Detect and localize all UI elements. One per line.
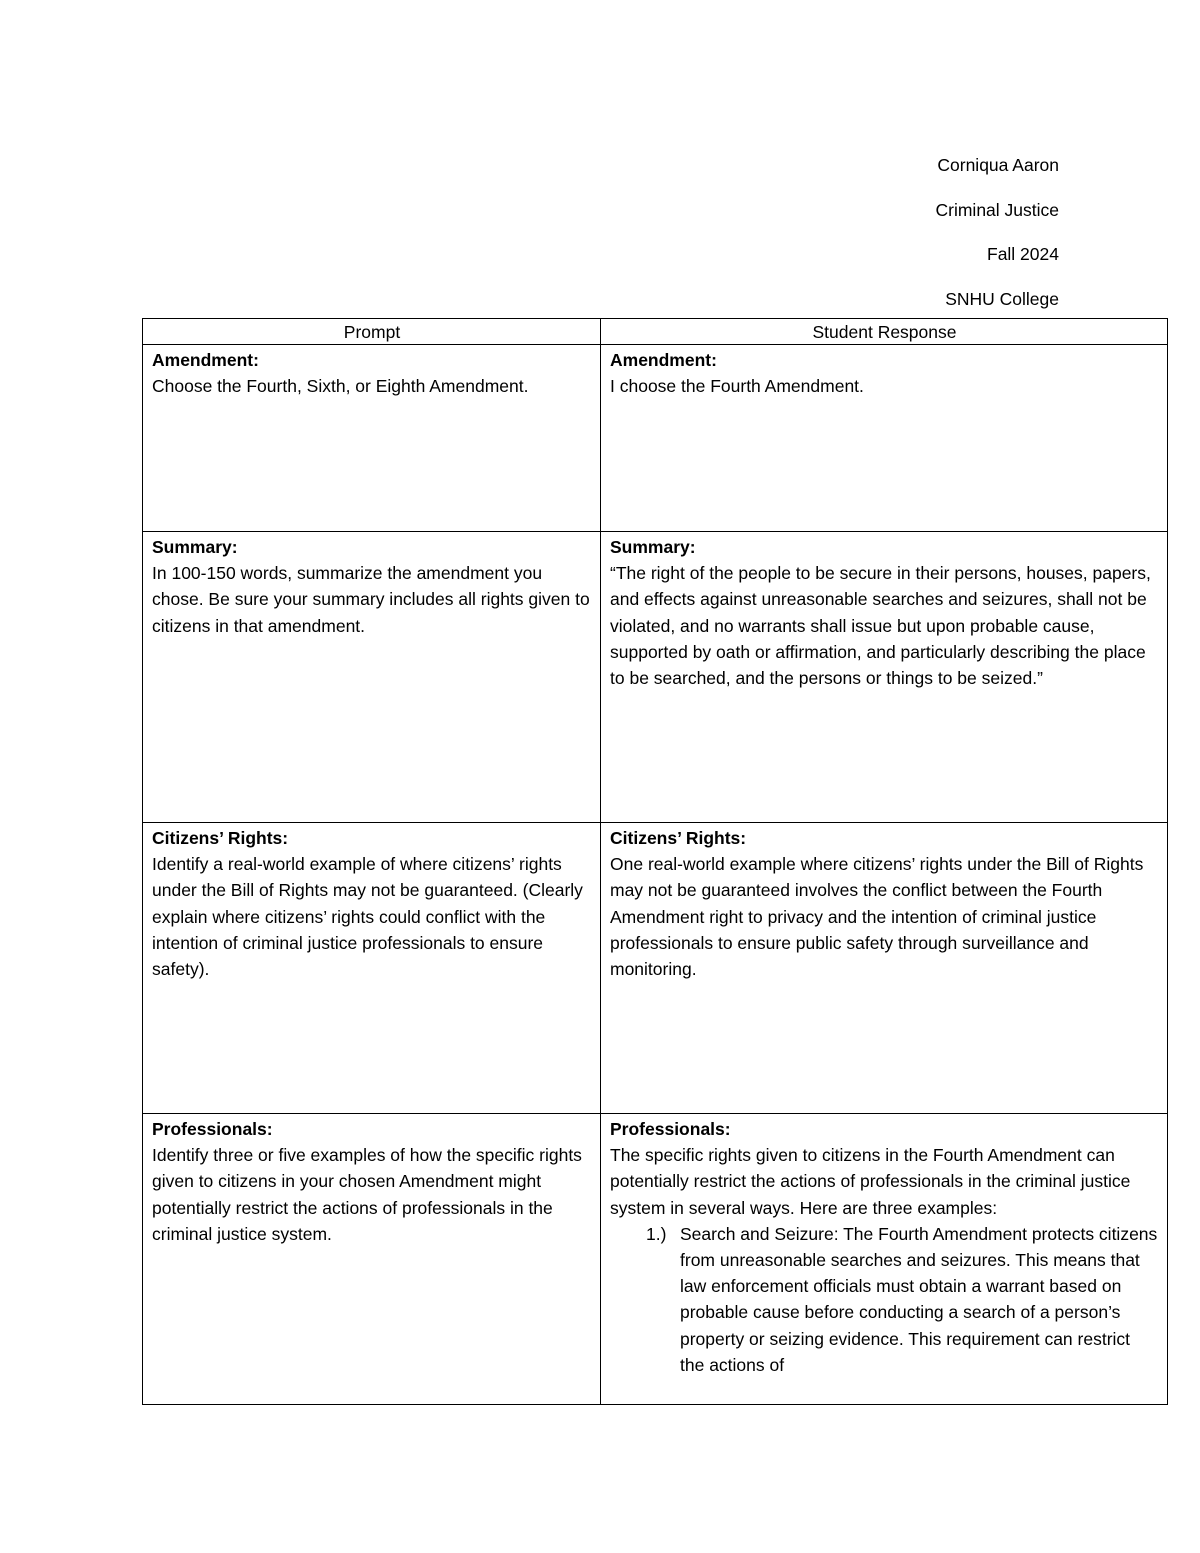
- response-text: I choose the Fourth Amendment.: [610, 376, 864, 397]
- response-cell-professionals: [601, 1114, 1168, 1405]
- table-row-professionals: [143, 1114, 1168, 1405]
- term: Fall 2024: [987, 244, 1059, 264]
- response-heading: Professionals:: [610, 1119, 731, 1139]
- school-name: SNHU College: [945, 288, 1059, 309]
- prompt-heading: Summary:: [152, 537, 238, 557]
- list-marker: 1.): [646, 1223, 667, 1244]
- prompt-cell-citizens-rights: [143, 823, 601, 1114]
- list-item-text: Search and Seizure: The Fourth Amendment protects citizens from unreasonable searches and seizures. This means that law enforcement officials must obtain a warrant based on probable cause before conducting a search of a person’s property or seizing evidence. This requirement can restrict the actions of: [680, 1223, 1158, 1375]
- prompt-response-table: [142, 318, 1168, 1405]
- response-cell-summary: [601, 532, 1168, 823]
- response-heading: Citizens’ Rights:: [610, 828, 747, 848]
- prompt-text: In 100-150 words, summarize the amendment you chose. Be sure your summary includes all rights given to citizens in that amendment.: [152, 563, 590, 636]
- header-block: [936, 143, 1060, 321]
- response-cell-citizens-rights: [601, 823, 1168, 1114]
- course-name: Criminal Justice: [935, 199, 1059, 220]
- prompt-text: Choose the Fourth, Sixth, or Eighth Amendment.: [152, 376, 529, 397]
- response-heading: Summary:: [610, 537, 696, 557]
- response-text: The specific rights given to citizens in the Fourth Amendment can potentially restrict the actions of professionals in the criminal justice system in several ways. Here are three examples:: [610, 1145, 1131, 1218]
- column-header-prompt: Prompt: [143, 319, 601, 345]
- response-text: “The right of the people to be secure in their persons, houses, papers, and effects against unreasonable searches and seizures, shall not be violated, and no warrants shall issue but upon probable cause, supported by oath or affirmation, and particularly describing the place to be searched, and the persons or things to be seized.”: [610, 563, 1151, 689]
- table-header-row: [143, 319, 1168, 345]
- table-row-amendment: [143, 345, 1168, 532]
- table-row-summary: [143, 532, 1168, 823]
- response-heading: Amendment:: [610, 350, 717, 370]
- table-row-citizens-rights: [143, 823, 1168, 1114]
- column-header-response: Student Response: [601, 319, 1168, 345]
- list-item: [646, 1221, 1159, 1378]
- prompt-text: Identify a real-world example of where citizens’ rights under the Bill of Rights may not be guaranteed. (Clearly explain where citizens’ rights could conflict with the intention of criminal justice professionals to ensure safety).: [152, 854, 583, 980]
- response-text: One real-world example where citizens’ rights under the Bill of Rights may not be guaranteed involves the conflict between the Fourth Amendment right to privacy and the intention of criminal justice professionals to ensure public safety through surveillance and monitoring.: [610, 854, 1144, 980]
- prompt-heading: Citizens’ Rights:: [152, 828, 289, 848]
- examples-list: [610, 1221, 1159, 1378]
- student-name: Corniqua Aaron: [937, 155, 1059, 175]
- prompt-cell-professionals: [143, 1114, 601, 1405]
- prompt-cell-summary: [143, 532, 601, 823]
- prompt-heading: Professionals:: [152, 1119, 273, 1139]
- prompt-text: Identify three or five examples of how the specific rights given to citizens in your chosen Amendment might potentially restrict the actions of professionals in the criminal justice system.: [152, 1145, 582, 1244]
- prompt-cell-amendment: [143, 345, 601, 532]
- prompt-heading: Amendment:: [152, 350, 259, 370]
- response-cell-amendment: [601, 345, 1168, 532]
